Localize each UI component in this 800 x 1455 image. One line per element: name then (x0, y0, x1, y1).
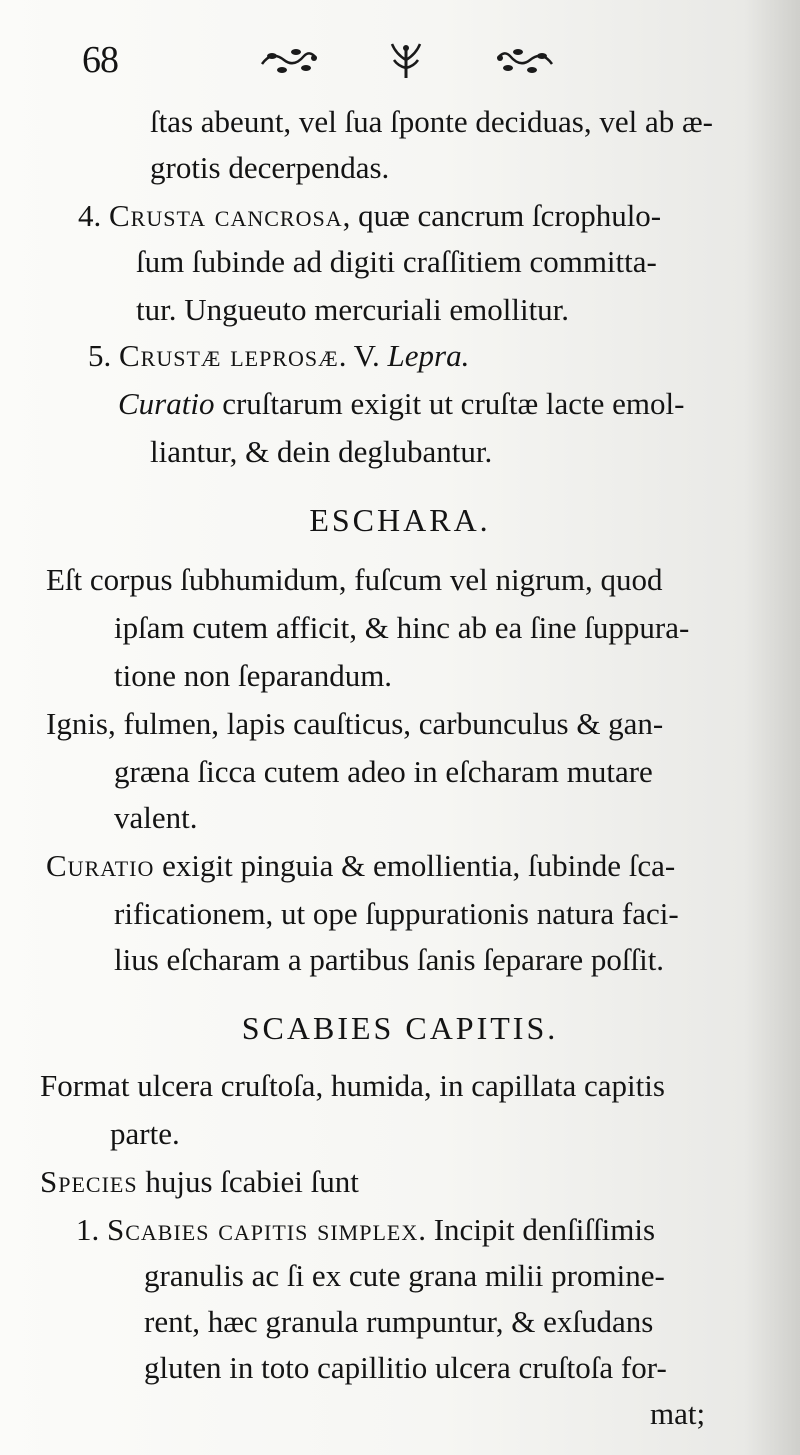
leaf-ornament-icon (258, 44, 320, 78)
item-number: 4. (78, 198, 102, 233)
term: Curatio (46, 848, 155, 883)
text-line: granulis ac ſi ex cute grana milii promine- (144, 1258, 665, 1293)
text-line: valent. (114, 800, 198, 835)
text-line: Format ulcera cruſtoſa, humida, in capillata capitis (40, 1068, 665, 1103)
item-number: 1. (76, 1212, 100, 1247)
text-line: ipſam cutem afficit, & hinc ab ea ſine ſuppura- (114, 610, 690, 645)
section-heading: ESCHARA. (309, 502, 491, 538)
term: Crusta cancrosa (109, 198, 343, 233)
text-line: ſtas abeunt, vel ſua ſponte deciduas, vel ab æ- (150, 104, 713, 139)
text-line: gluten in toto capillitio ulcera cruſtoſa for- (144, 1350, 667, 1385)
text-line: tur. Ungueuto mercuriali emollitur. (136, 292, 570, 327)
text-line: ſum ſubinde ad digiti craſſitiem committa- (136, 244, 657, 279)
text-line: 1. Scabies capitis simplex. Incipit denſiſſimis (76, 1212, 656, 1247)
sprig-ornament-icon (388, 40, 424, 80)
text-line: mat; (650, 1396, 706, 1431)
term: Scabies capitis simplex (107, 1212, 419, 1247)
text-line: rificationem, ut ope ſuppurationis natura faci- (114, 896, 679, 931)
leaf-ornament-icon (494, 44, 556, 78)
page-number: 68 (82, 39, 118, 81)
text-line: Curatio exigit pinguia & emollientia, ſubinde ſca- (46, 848, 676, 883)
text-line: græna ſicca cutem adeo in eſcharam mutare (114, 754, 653, 789)
text-line: tione non ſeparandum. (114, 658, 393, 693)
text-line: parte. (110, 1116, 180, 1151)
page-header (0, 0, 800, 100)
text-line: Curatio cruſtarum exigit ut cruſtæ lacte emol- (118, 386, 685, 421)
term: Species (40, 1164, 138, 1199)
text-line: 5. Crustæ leprosæ. V. Lepra. (88, 338, 470, 373)
item-number: 5. (88, 338, 112, 373)
section-heading: SCABIES CAPITIS. (241, 1010, 559, 1046)
term: Crustæ leprosæ (119, 338, 339, 373)
text-line: rent, hæc granula rumpuntur, & exſudans (144, 1304, 654, 1339)
text-line: 4. Crusta cancrosa, quæ cancrum ſcrophulo- (78, 198, 662, 233)
text-line: grotis decerpendas. (150, 150, 390, 185)
text-line: Species hujus ſcabiei ſunt (40, 1164, 359, 1199)
text-line: liantur, & dein deglubantur. (150, 434, 493, 469)
text-line: lius eſcharam a partibus ſanis ſeparare poſſit. (114, 942, 665, 977)
text-line: Eſt corpus ſubhumidum, fuſcum vel nigrum, quod (46, 562, 663, 597)
text-line: Ignis, fulmen, lapis cauſticus, carbunculus & gan- (46, 706, 664, 741)
